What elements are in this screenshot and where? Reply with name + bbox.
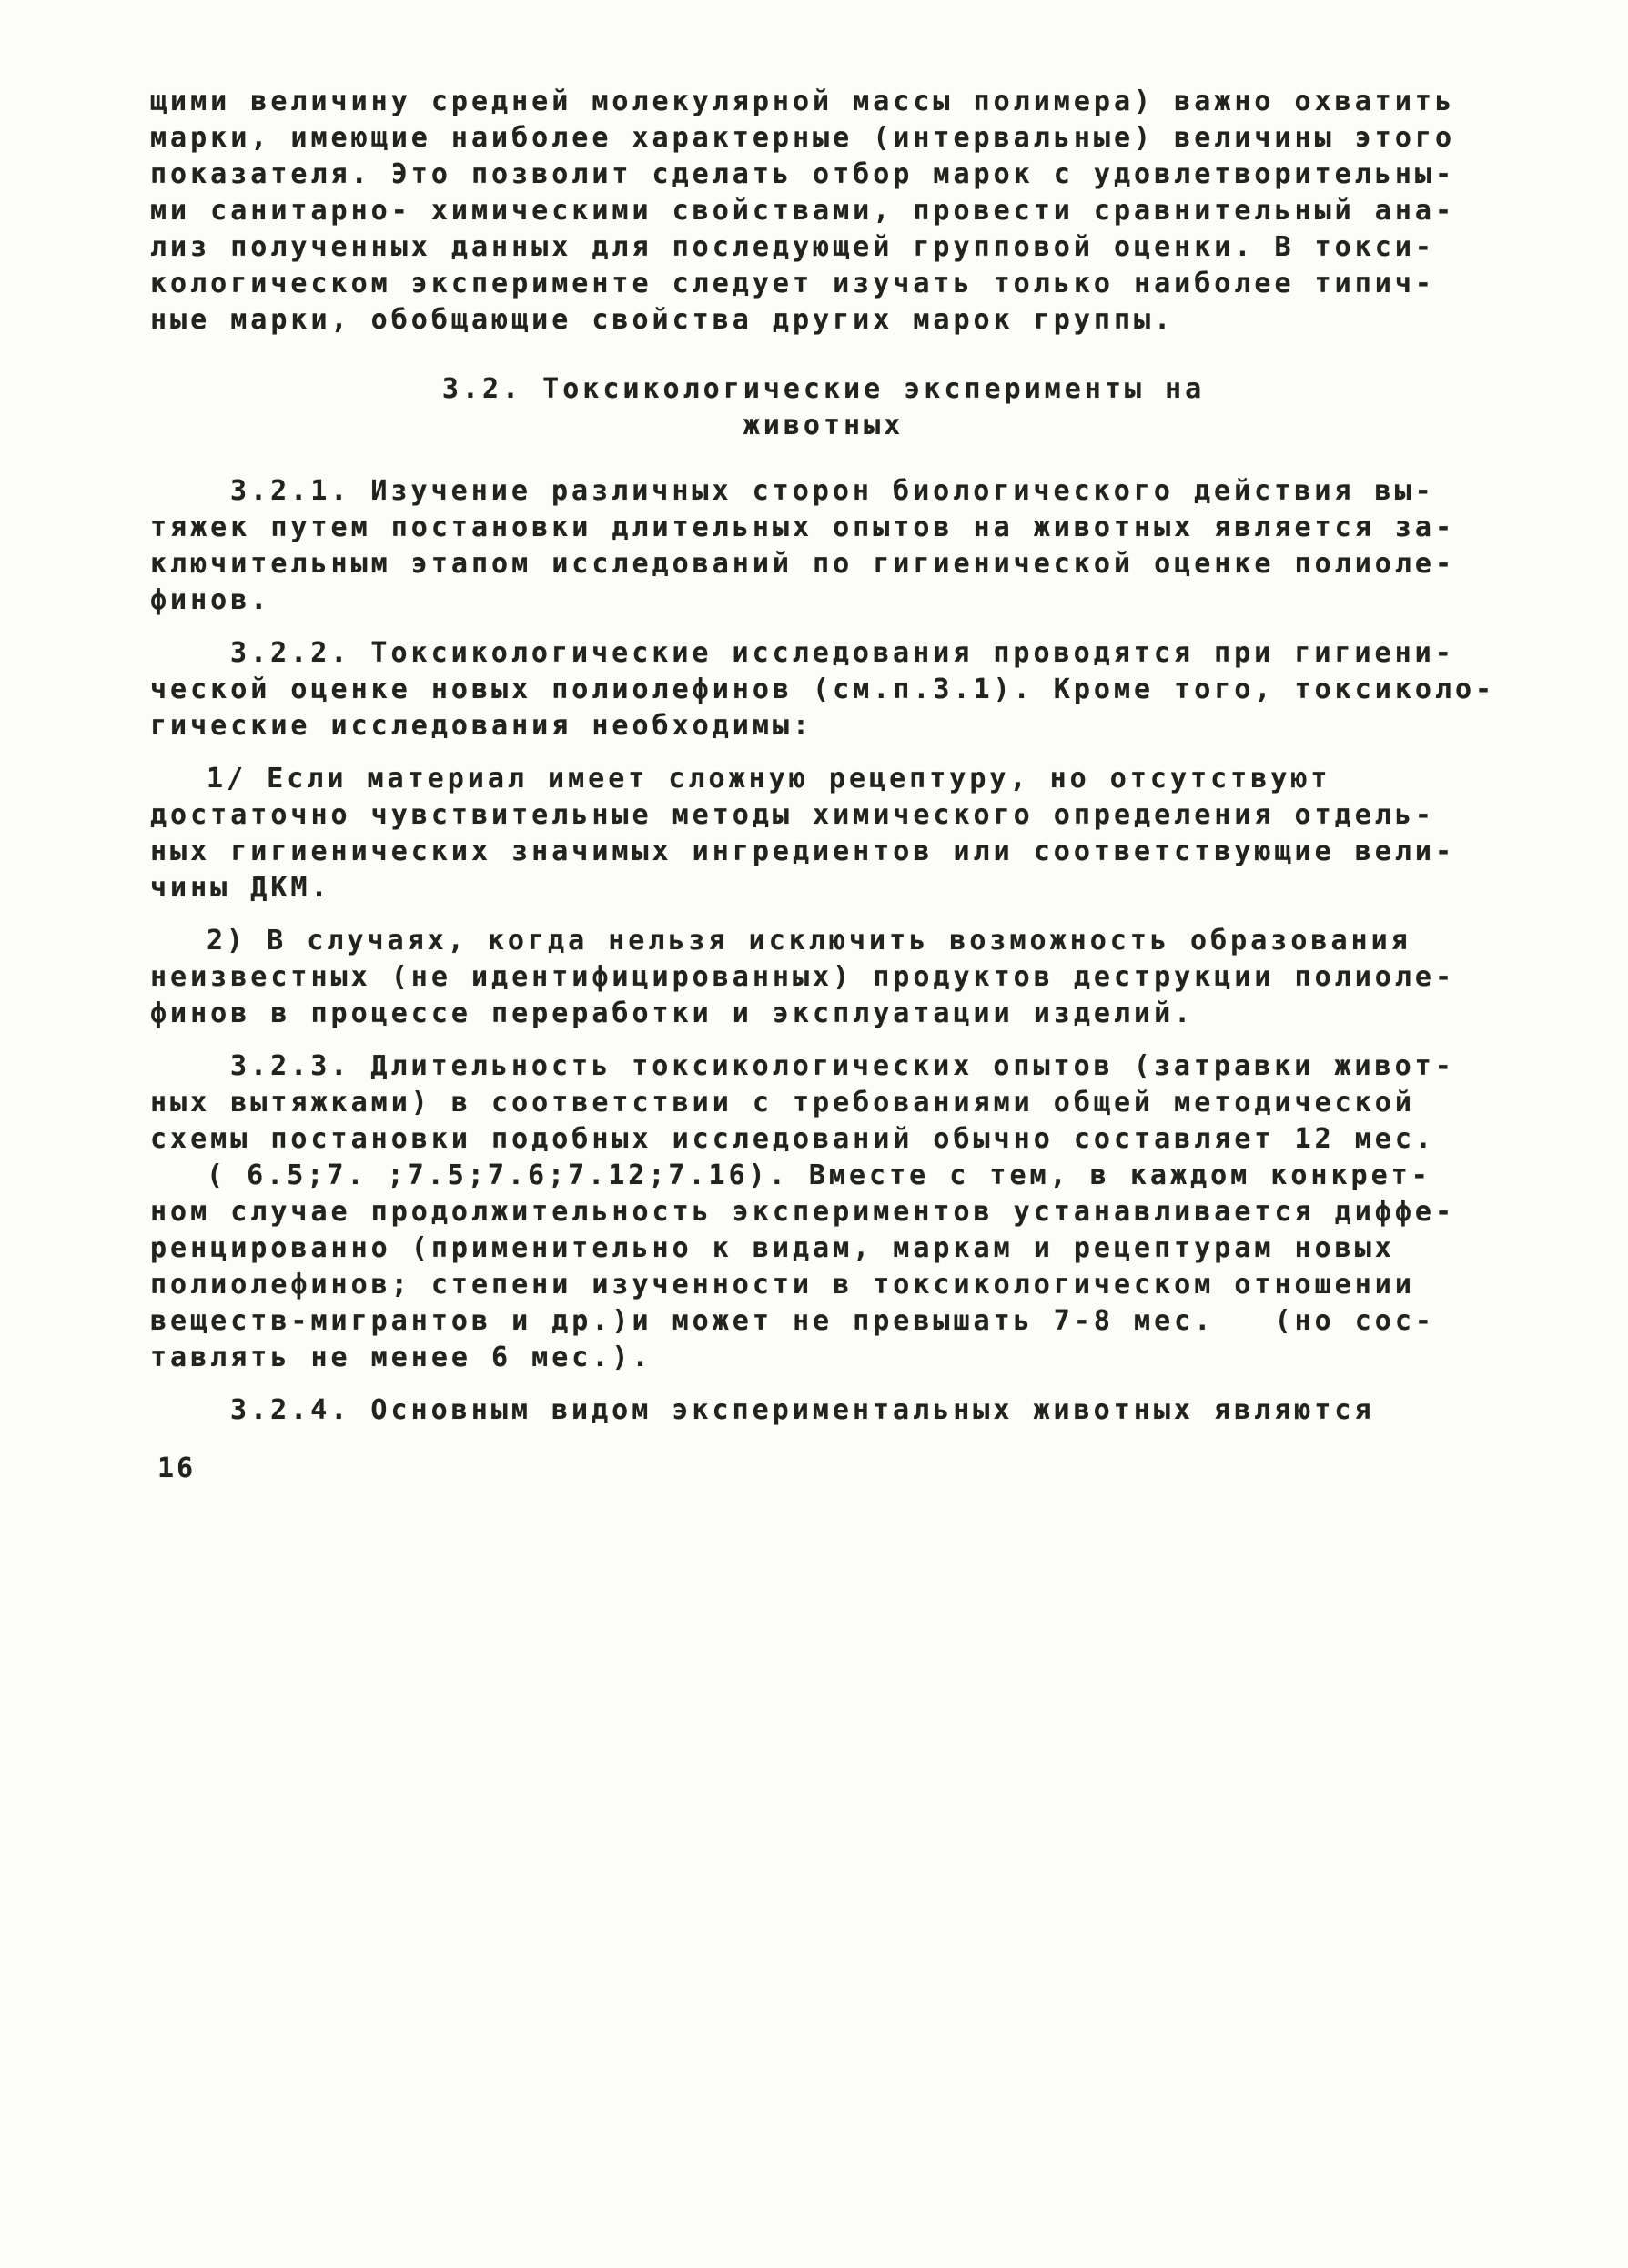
paragraph-3-2-4 — [150, 1392, 1497, 1429]
heading-line: животных — [743, 410, 905, 441]
text-line: ческой оценке новых полиолефинов (см.п.3.1). Кроме того, токсиколо- — [150, 673, 1496, 705]
text-line: ные марки, обобщающие свойства других марок группы. — [150, 304, 1175, 336]
text-line: ном случае продолжительность экспериментов устанавливается диффе- — [150, 1196, 1455, 1228]
text-line: неизвестных (не идентифицированных) продуктов деструкции полиоле- — [150, 961, 1455, 993]
text-line: ных вытяжками) в соответствии с требованиями общей методической — [150, 1087, 1415, 1119]
paragraph-3-2-1 — [150, 473, 1497, 619]
text-line: кологическом эксперименте следует изучать только наиболее типич- — [150, 268, 1435, 299]
text-line: тяжек путем постановки длительных опытов на животных является за- — [150, 511, 1455, 543]
heading-line: 3.2. Токсикологические эксперименты на — [441, 373, 1206, 405]
text-line: ( 6.5;7. ;7.5;7.6;7.12;7.16). Вместе с тем, в каждом конкрет- — [207, 1159, 1431, 1191]
text-line: 2) В случаях, когда нельзя исключить возможность образования — [207, 925, 1411, 957]
list-item-1 — [150, 761, 1497, 906]
text-line: гические исследования необходимы: — [150, 710, 814, 742]
text-line: марки, имеющие наиболее характерные (интервальные) величины этого — [150, 122, 1455, 154]
text-line: схемы постановки подобных исследований обычно составляет 12 мес. — [150, 1123, 1435, 1155]
section-heading-3-2 — [150, 371, 1497, 444]
text-line: достаточно чувствительные методы химического определения отдель- — [150, 799, 1435, 831]
text-line: ключительным этапом исследований по гигиенической оценке полиоле- — [150, 548, 1455, 580]
text-line: ных гигиенических значимых ингредиентов или соответствующие вели- — [150, 835, 1455, 867]
text-line: показателя. Это позволит сделать отбор марок с удовлетворительны- — [150, 158, 1455, 190]
text-line: ми санитарно- химическими свойствами, провести сравнительный ана- — [150, 195, 1455, 227]
text-line: финов в процессе переработки и эксплуатации изделий. — [150, 997, 1195, 1029]
paragraph-3-2-2 — [150, 635, 1497, 744]
text-line: полиолефинов; степени изученности в токсикологическом отношении — [150, 1269, 1415, 1301]
text-line: веществ-мигрантов и др.)и может не превышать 7-8 мес. (но сос- — [150, 1305, 1435, 1337]
text-line: чины ДКМ. — [150, 872, 331, 904]
page-number: 16 — [157, 1453, 197, 1484]
paragraph-continuation — [150, 84, 1497, 339]
text-line: 3.2.1. Изучение различных сторон биологического действия вы- — [230, 475, 1435, 507]
text-line: ренцированно (применительно к видам, маркам и рецептурам новых — [150, 1232, 1395, 1264]
list-item-2 — [150, 923, 1497, 1032]
text-line: 1/ Если материал имеет сложную рецептуру, но отсутствуют — [207, 763, 1331, 795]
text-line: финов. — [150, 584, 271, 616]
text-line: тавлять не менее 6 мес.). — [150, 1342, 652, 1373]
paragraph-3-2-3 — [150, 1048, 1497, 1376]
text-line: 3.2.4. Основным видом экспериментальных животных являются — [230, 1394, 1375, 1426]
text-line: щими величину средней молекулярной массы полимера) важно охватить — [150, 86, 1455, 117]
text-line: лиз полученных данных для последующей групповой оценки. В токси- — [150, 231, 1435, 263]
text-line: 3.2.2. Токсикологические исследования проводятся при гигиени- — [230, 637, 1455, 669]
page-content — [150, 84, 1497, 1487]
text-line: 3.2.3. Длительность токсикологических опытов (затравки живот- — [230, 1050, 1455, 1082]
